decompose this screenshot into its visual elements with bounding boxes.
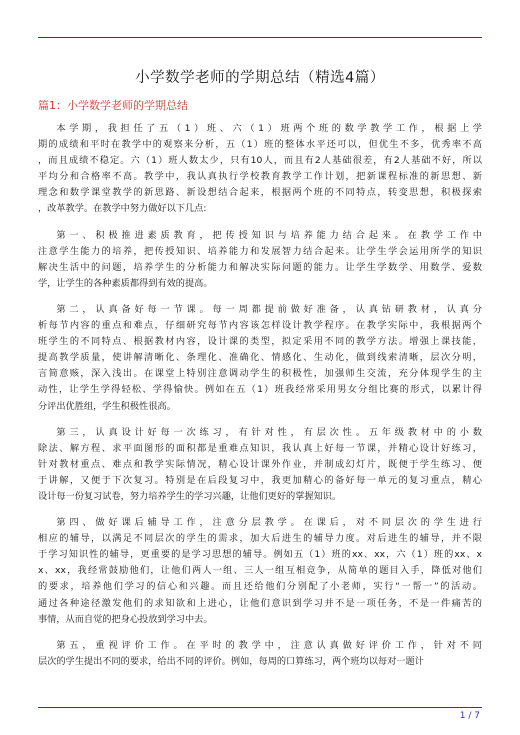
paragraph-line: 学，让学生的各种素质都得到有效的提高。 [38,277,213,289]
paragraph-line: 析每节内容的重点和难点，仔细研究每节内容该怎样设计教学程序。在教学实际中，我根据两个 [38,320,482,332]
paragraph-line: 解决生活中的问题，培养学生的分析能力和解决实际问题的能力。让学生学数学、用数学、爱数 [38,261,482,273]
paragraph-line: ，改革教学。在教学中努力做好以下几点: [38,203,207,215]
paragraph-line: 本学期，我担任了五（1）班、六（1）班两个班的数学教学工作，根据上学 [56,123,482,134]
document-title: 小学数学老师的学期总结（精选4篇） [135,70,385,86]
paragraph-line: 设计每一份复习试卷，努力培养学生的学习兴趣，让他们更好的掌握知识。 [38,490,342,502]
paragraph-line: 相应的辅导，以满足不同层次的学生的需求，加大后进生的辅导力度。对后进生的辅导，并不限 [38,533,482,545]
document-body [38,121,482,670]
paragraph-line: 动性，让学生学得轻松、学得愉快。例如在五（1）班我经常采用男女分组比赛的形式，以累计得 [38,384,482,396]
paragraph-line: 平均分和合格率不高。教学中，我认真执行学校教育教学工作计划，把新课程标准的新思想、新 [38,171,482,183]
paragraph-line: 于讲解，又便于下次复习。特别是在后段复习中，我更加精心的备好每一单元的复习重点，精心 [38,474,482,486]
paragraph-line: 分评出优胜组，学生积极性很高。 [38,400,176,412]
paragraph-line: 于学习知识性的辅导，更重要的是学习思想的辅导。例如五（1）班的xx、xx，六（1）班的xx、x [38,549,482,561]
paragraph-line: x、xx，我经常鼓励他们，让他们两人一组、三人一组互相竞争，从简单的题目入手，降低对他们 [38,565,482,577]
paragraph [38,228,482,292]
paragraph-line: 言简意赅，深入浅出。在课堂上特别注意调动学生的积极性，加强师生交流，充分体现学生的主 [38,368,482,380]
paragraph [38,425,482,505]
paragraph [38,302,482,415]
header-rule [38,37,482,38]
paragraph-line: 第一、积极推进素质教育，把传授知识与培养能力结合起来。在教学工作中 [56,229,482,241]
paragraph-line: 事情，从而自觉的把身心投放到学习中去。 [38,613,213,625]
section-heading: 篇1：小学数学老师的学期总结 [38,99,188,112]
paragraph-line: 第三，认真设计好每一次练习，有针对性，有层次性。五年级教材中的小数 [56,426,482,438]
paragraph-line: 的要求，培养他们学习的信心和兴趣。而且还给他们分别配了小老师，实行“一帮一”的活动。 [38,581,482,593]
paragraph [38,638,482,670]
paragraph-line: 班学生的不同特点、根据教材内容，设计课的类型，拟定采用不同的教学方法。增强上课技能， [38,336,482,348]
paragraph-line: 层次的学生提出不同的要求，给出不同的评价。例如，每周的口算练习，两个班均以每对一题计 [38,655,424,667]
paragraph-line: 通过各种途径激发他们的求知欲和上进心，让他们意识到学习并不是一项任务，不是一件痛苦的 [38,597,482,609]
paragraph-line: ，而且成绩不稳定。六（1）班人数太少，只有10人，而且有2人基础很差，有2人基础不好，所以 [38,155,482,167]
paragraph-line: 第五，重视评价工作。在平时的教学中，注意认真做好评价工作，针对不同 [56,639,482,651]
paragraph-line: 注意学生能力的培养，把传授知识、培养能力和发展智力结合起来。让学生学会运用所学的知识 [38,245,482,257]
paragraph [38,121,482,218]
page-number: 1 / 7 [459,711,480,721]
paragraph-line: 提高教学质量，使讲解清晰化、条理化、准确化、情感化、生动化，做到线索清晰，层次分明， [38,352,482,364]
paragraph-line: 理念和数学课堂教学的新思路、新设想结合起来，根据两个班的不同特点，转变思想，积极探索 [38,187,482,199]
paragraph-line: 第二，认真备好每一节课。每一周都提前做好准备，认真钻研教材，认真分 [56,303,482,315]
paragraph-line: 除法、解方程、求平面图形的面积都是重难点知识，我认真上好每一节课，并精心设计好练习， [38,442,482,454]
paragraph-line: 针对教材重点、难点和教学实际情况，精心设计课外作业，并制成幻灯片，既便于学生练习、便 [38,458,482,470]
paragraph-line: 第四、做好课后辅导工作，注意分层教学。在课后，对不同层次的学生进行 [56,517,482,529]
paragraph-line: 期的成绩和平时在教学中的观察来分析，五（1）班的整体水平还可以，但优生不多，优秀率不高 [38,139,482,151]
paragraph [38,515,482,628]
footer-rule [38,707,482,708]
